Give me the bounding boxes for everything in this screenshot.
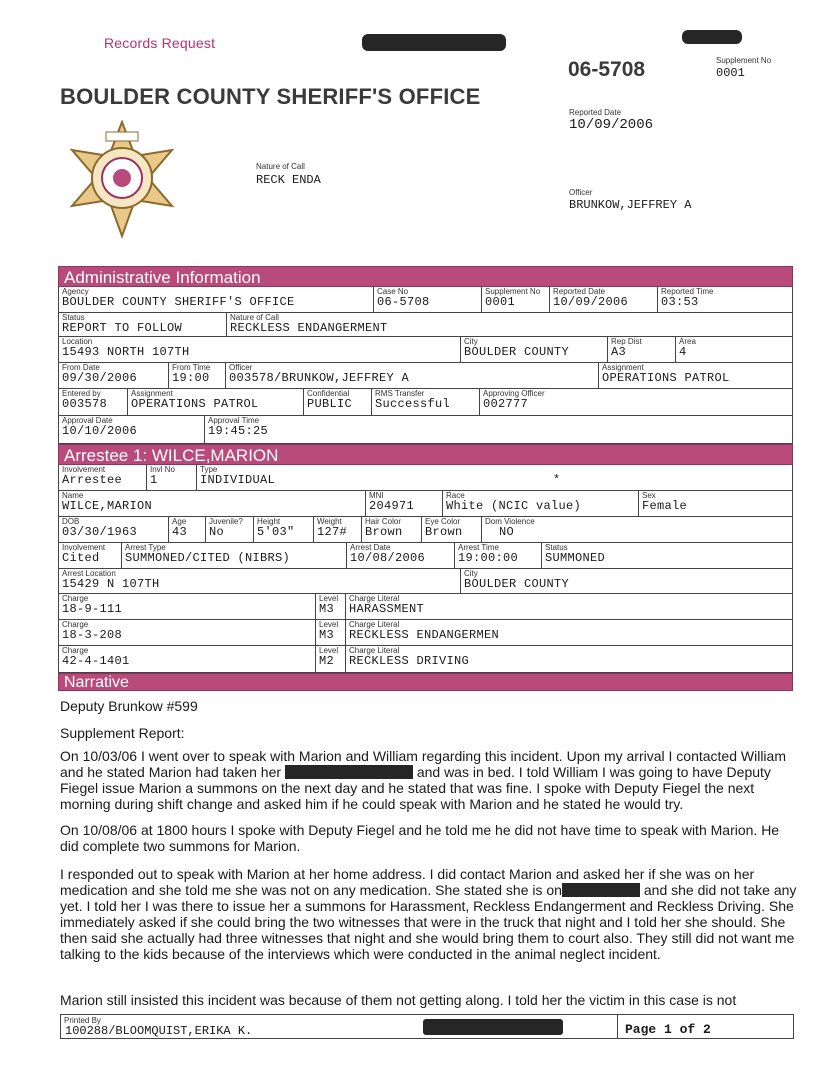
charge-value: 18-3-208 bbox=[62, 628, 123, 642]
charge-label: Charge bbox=[62, 620, 89, 629]
arrestee-row-arrest bbox=[58, 543, 793, 569]
redaction-bar bbox=[362, 34, 506, 51]
hair-color-value: Brown bbox=[365, 525, 403, 539]
assignment-label: Assignment bbox=[602, 363, 644, 372]
name-label: Name bbox=[62, 491, 84, 500]
nature-of-call-value: RECK ENDA bbox=[256, 173, 321, 187]
officer-label: Officer bbox=[569, 188, 593, 197]
assignment2-value: OPERATIONS PATROL bbox=[131, 397, 259, 411]
narrative-paragraph-4: Marion still insisted this incident was because of them not getting along. I told her the victim in this case is not bbox=[60, 992, 737, 1008]
arrest-time-label: Arrest Time bbox=[458, 543, 499, 552]
reported-time-value: 03:53 bbox=[661, 295, 699, 309]
reported-time-label: Reported Time bbox=[661, 287, 714, 296]
charge-value: 42-4-1401 bbox=[62, 654, 130, 668]
approving-officer-value: 002777 bbox=[483, 397, 529, 411]
paragraph-1-text-a: On 10/03/06 I went over to speak with Marion and William regarding this incident. Upon my arrival I contacted William and he stated Marion had taken her bbox=[60, 748, 786, 780]
administrative-information-header: Administrative Information bbox=[58, 266, 793, 287]
redaction-bar bbox=[682, 30, 742, 44]
reported-date-label: Reported Date bbox=[569, 108, 622, 117]
arrest-type-label: Arrest Type bbox=[125, 543, 166, 552]
charge-literal-label: Charge Literal bbox=[349, 620, 400, 629]
printed-by-label: Printed By bbox=[64, 1016, 101, 1025]
narrative-paragraph-3 bbox=[60, 866, 800, 962]
confidential-value: PUBLIC bbox=[307, 397, 353, 411]
paragraph-3-text-a: I responded out to speak with Marion at her home address. I did contact Marion and asked her if she was on her medication and she told me she was not on any medication. She stated she is on bbox=[60, 866, 755, 898]
arrest-city-label: City bbox=[464, 569, 478, 578]
dom-violence-value: NO bbox=[499, 525, 515, 539]
charge-row bbox=[58, 646, 793, 673]
charge-label: Charge bbox=[62, 646, 89, 655]
level-value: M3 bbox=[319, 602, 335, 616]
arrestee-row-location bbox=[58, 569, 793, 594]
city-value: BOULDER COUNTY bbox=[464, 345, 570, 359]
rep-dist-label: Rep Dist bbox=[611, 337, 642, 346]
invl-no-value: 1 bbox=[150, 473, 158, 487]
weight-value: 127# bbox=[317, 525, 348, 539]
arrest-date-label: Arrest Date bbox=[350, 543, 391, 552]
involvement-label: Involvement bbox=[62, 465, 106, 474]
hair-color-label: Hair Color bbox=[365, 517, 402, 526]
approval-date-value: 10/10/2006 bbox=[62, 424, 138, 438]
arrest-type-value: SUMMONED/CITED (NIBRS) bbox=[125, 551, 291, 565]
dob-value: 03/30/1963 bbox=[62, 525, 138, 539]
supplement-label: Supplement No bbox=[716, 56, 772, 65]
redaction-inline bbox=[285, 765, 413, 779]
charge-literal-label: Charge Literal bbox=[349, 594, 400, 603]
admin-row-from bbox=[58, 363, 793, 389]
redaction-bar bbox=[423, 1019, 563, 1035]
charge-literal-value: RECKLESS DRIVING bbox=[349, 654, 470, 668]
arrest-date-value: 10/08/2006 bbox=[350, 551, 426, 565]
supplement-no-value: 0001 bbox=[485, 295, 516, 309]
supplement-no-label: Supplement No bbox=[485, 287, 541, 296]
mni-label: MNI bbox=[369, 491, 384, 500]
dom-violence-label: Dom Violence bbox=[485, 517, 535, 526]
narrative-paragraph-1 bbox=[60, 748, 800, 812]
dob-label: DOB bbox=[62, 517, 80, 526]
records-request-stamp: Records Request bbox=[104, 35, 216, 51]
area-value: 4 bbox=[679, 345, 687, 359]
charge-literal-value: RECKLESS ENDANGERMEN bbox=[349, 628, 500, 642]
weight-label: Weight bbox=[317, 517, 342, 526]
report-form bbox=[58, 266, 793, 691]
juvenile-label: Juvenile? bbox=[209, 517, 243, 526]
city-label: City bbox=[464, 337, 478, 346]
invl-no-label: Invl No bbox=[150, 465, 175, 474]
arrestee-header: Arrestee 1: WILCE,MARION bbox=[58, 444, 793, 465]
charge-value: 18-9-111 bbox=[62, 602, 123, 616]
officer-field-label: Officer bbox=[229, 363, 253, 372]
sheriff-badge-logo bbox=[62, 120, 182, 240]
officer-value: BRUNKOW,JEFFREY A bbox=[569, 198, 692, 212]
nature-value: RECKLESS ENDANGERMENT bbox=[230, 321, 388, 335]
juvenile-value: No bbox=[209, 525, 225, 539]
eye-color-value: Brown bbox=[425, 525, 463, 539]
admin-row-location bbox=[58, 337, 793, 363]
arrestee-row-name bbox=[58, 491, 793, 517]
status-value: REPORT TO FOLLOW bbox=[62, 321, 183, 335]
involvement-value: Arrestee bbox=[62, 473, 123, 487]
entered-by-value: 003578 bbox=[62, 397, 108, 411]
admin-row-agency bbox=[58, 287, 793, 313]
rms-transfer-value: Successful bbox=[375, 397, 451, 411]
narrative-header: Narrative bbox=[58, 673, 793, 691]
level-value: M2 bbox=[319, 654, 335, 668]
nature-of-call-label: Nature of Call bbox=[256, 162, 305, 171]
agency-label: Agency bbox=[62, 287, 89, 296]
level-label: Level bbox=[319, 620, 339, 629]
arrest-location-value: 15429 N 107TH bbox=[62, 577, 160, 591]
supplement-number: 0001 bbox=[716, 66, 745, 80]
rms-transfer-label: RMS Transfer bbox=[375, 389, 425, 398]
assignment-value: OPERATIONS PATROL bbox=[602, 371, 730, 385]
sex-label: Sex bbox=[642, 491, 656, 500]
narrative-author: Deputy Brunkow #599 bbox=[60, 698, 198, 714]
arrest-time-value: 19:00:00 bbox=[458, 551, 519, 565]
case-number: 06-5708 bbox=[568, 58, 646, 81]
height-label: Height bbox=[257, 517, 281, 526]
reported-date: 10/09/2006 bbox=[569, 117, 654, 133]
printed-by-value: 100288/BLOOMQUIST,ERIKA K. bbox=[65, 1024, 253, 1038]
status-label: Status bbox=[62, 313, 85, 322]
charge-literal-value: HARASSMENT bbox=[349, 602, 425, 616]
race-label: Race bbox=[446, 491, 465, 500]
charge-literal-label: Charge Literal bbox=[349, 646, 400, 655]
narrative-heading: Supplement Report: bbox=[60, 725, 185, 741]
location-value: 15493 NORTH 107TH bbox=[62, 345, 190, 359]
officer-field-value: 003578/BRUNKOW,JEFFREY A bbox=[229, 371, 410, 385]
entered-by-label: Entered by bbox=[62, 389, 101, 398]
from-date-label: From Date bbox=[62, 363, 100, 372]
arrestee-row-involvement bbox=[58, 465, 793, 491]
reported-date-value: 10/09/2006 bbox=[553, 295, 629, 309]
paragraph-3-text-b: and she did not take any yet. I told her I was there to issue her a summons for Harassment, Reckless Endangerment and Reckless Driving. She immediately asked if she could bring the two witnesses that were in the truck that night and I told her she should. She then said she actually had three witnesses that night and she would bring them to court also. They still did not want me talking to the kids because of the interviews which were conducted in the animal neglect incident. bbox=[60, 882, 797, 962]
age-value: 43 bbox=[172, 525, 188, 539]
case-no-label: Case No bbox=[377, 287, 409, 296]
age-label: Age bbox=[172, 517, 187, 526]
involvement2-label: Involvement bbox=[62, 543, 106, 552]
from-date-value: 09/30/2006 bbox=[62, 371, 138, 385]
name-value: WILCE,MARION bbox=[62, 499, 153, 513]
agency-value: BOULDER COUNTY SHERIFF'S OFFICE bbox=[62, 295, 295, 309]
level-value: M3 bbox=[319, 628, 335, 642]
assignment2-label: Assignment bbox=[131, 389, 173, 398]
charge-row bbox=[58, 594, 793, 620]
rep-dist-value: A3 bbox=[611, 345, 627, 359]
arrest-status-label: Status bbox=[545, 543, 568, 552]
area-label: Area bbox=[679, 337, 696, 346]
footer-divider bbox=[617, 1015, 618, 1038]
involvement2-value: Cited bbox=[62, 551, 100, 565]
page-indicator: Page 1 of 2 bbox=[625, 1022, 711, 1037]
case-no-value: 06-5708 bbox=[377, 295, 430, 309]
paragraph-1-text-b: and was in bed. I told William I was going to have Deputy Fiegel issue Marion a summons on the next day and he stated that was fine. I spoke with Deputy Fiegel the next morning during shift change and asked him if he could speak with Marion and he stated he would try. bbox=[60, 764, 771, 812]
arrestee-row-dob bbox=[58, 517, 793, 543]
from-time-label: From Time bbox=[172, 363, 211, 372]
eye-color-label: Eye Color bbox=[425, 517, 461, 526]
location-label: Location bbox=[62, 337, 93, 346]
race-value: White (NCIC value) bbox=[446, 499, 582, 513]
agency-title: BOULDER COUNTY SHERIFF'S OFFICE bbox=[60, 84, 481, 109]
narrative-paragraph-2: On 10/08/06 at 1800 hours I spoke with Deputy Fiegel and he told me he did not have time to speak with Marion. He did complete two summons for Marion. bbox=[60, 822, 780, 854]
approval-time-label: Approval Time bbox=[208, 416, 260, 425]
asterisk-mark: * bbox=[553, 473, 561, 487]
sex-value: Female bbox=[642, 499, 688, 513]
charge-row bbox=[58, 620, 793, 646]
printed-by-footer bbox=[60, 1014, 794, 1039]
type-label: Type bbox=[200, 465, 218, 474]
level-label: Level bbox=[319, 646, 339, 655]
approval-time-value: 19:45:25 bbox=[208, 424, 269, 438]
arrest-status-value: SUMMONED bbox=[545, 551, 606, 565]
approval-date-label: Approval Date bbox=[62, 416, 113, 425]
from-time-value: 19:00 bbox=[172, 371, 210, 385]
mni-value: 204971 bbox=[369, 499, 415, 513]
arrest-city-value: BOULDER COUNTY bbox=[464, 577, 570, 591]
charge-label: Charge bbox=[62, 594, 89, 603]
reported-date-label: Reported Date bbox=[553, 287, 606, 296]
approving-officer-label: Approving Officer bbox=[483, 389, 545, 398]
nature-label: Nature of Call bbox=[230, 313, 279, 322]
type-value: INDIVIDUAL bbox=[200, 473, 276, 487]
admin-row-status bbox=[58, 313, 793, 337]
height-value: 5'03" bbox=[257, 525, 295, 539]
arrest-location-label: Arrest Location bbox=[62, 569, 116, 578]
level-label: Level bbox=[319, 594, 339, 603]
confidential-label: Confidential bbox=[307, 389, 350, 398]
admin-row-entered bbox=[58, 389, 793, 416]
redaction-inline bbox=[562, 883, 640, 897]
admin-row-approval bbox=[58, 416, 793, 444]
